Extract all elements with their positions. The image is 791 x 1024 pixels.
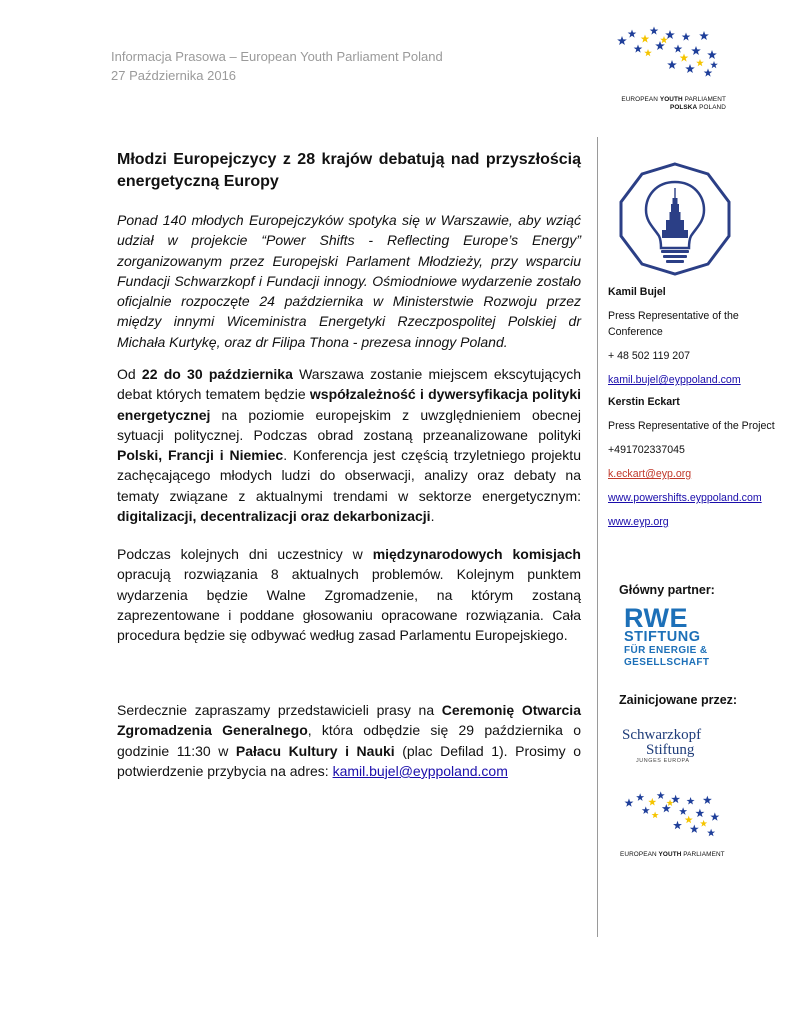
text-span: Podczas kolejnych dni uczestnicy w <box>117 546 373 562</box>
text-span: Od <box>117 366 142 382</box>
text-span: . <box>430 508 435 525</box>
contact-2-phone: +491702337045 <box>608 444 685 456</box>
body-paragraph-1 <box>117 364 581 526</box>
column-divider <box>597 137 598 937</box>
eyp-logo-word: EUROPEAN <box>620 851 659 858</box>
eyp-logo-country: POLAND <box>697 104 726 111</box>
text-span: . Konferencja jest częścią trzyletniego projektu zachęcającego młodych ludzi do obserwacji, analizy oraz debaty na tematy związane z aktualnymi trendami w sektorze energetycznym: <box>117 447 581 504</box>
eyp-stars-icon <box>612 25 732 89</box>
rsvp-email-link[interactable]: kamil.bujel@eyppoland.com <box>332 762 508 779</box>
bold-span: 22 do 30 października <box>141 366 293 382</box>
main-partner-label: Główny partner: <box>619 583 715 597</box>
eyp-logo-text <box>620 851 735 859</box>
contacts-block <box>608 284 783 530</box>
bold-span: Ceremonię Otwarcia Zgromadzenia Generalnego <box>117 702 581 739</box>
text-span: , która odbędzie się 29 października o godzinie 11:30 w <box>117 722 581 759</box>
contact-1-name: Kamil Bujel <box>608 286 666 298</box>
rwe-logo-line-2: STIFTUNG <box>624 629 701 645</box>
eyp-logo-word: PARLIAMENT <box>682 96 726 103</box>
eyp-logo-word-bold: YOUTH <box>658 851 682 858</box>
eyp-logo-country-bold: POLSKA <box>670 104 698 111</box>
initiated-by-label: Zainicjowane przez: <box>619 693 738 707</box>
rwe-logo-line-3: FÜR ENERGIE & <box>624 645 708 656</box>
contact-1-phone: + 48 502 119 207 <box>608 350 690 362</box>
text-span: Warszawa zostanie miejscem ekscytujących debat których tematem będzie <box>117 366 581 403</box>
schwarzkopf-logo <box>622 727 742 764</box>
text-span: opracują rozwiązania 8 aktualnych problemów. Kolejnym punktem wydarzenia będzie Walne Zgromadzenie, na którym zostaną zaprezentowane i poddane głosowaniu opracowane rozwiązania. Cała procedura będzie się odbywać według zasad Parlamentu Europejskiego. <box>117 566 581 644</box>
press-release-title: Młodzi Europejczycy z 28 krajów debatują nad przyszłością energetyczną Europy <box>117 151 581 190</box>
contact-2-name: Kerstin Eckart <box>608 396 680 408</box>
body-paragraph-3 <box>117 700 581 781</box>
schwarzkopf-logo-line-1: Schwarzkopf <box>622 727 702 743</box>
text-span: (plac Defilad 1). Prosimy o potwierdzenie przybycia na adres: <box>117 742 581 779</box>
contact-2-email-link[interactable]: k.eckart@eyp.org <box>608 468 692 480</box>
bold-span: digitalizacji, decentralizacji oraz dekarbonizacji <box>117 508 431 525</box>
bold-span: współzależność i dywersyfikacja polityki energetycznej <box>117 386 581 423</box>
energy-bulb-palace-icon <box>616 160 734 278</box>
contact-1-role: Press Representative of the Conference <box>608 310 739 338</box>
rwe-logo <box>624 603 714 668</box>
rwe-logo-line-1: RWE <box>624 603 689 633</box>
eyp-poland-logo <box>612 25 732 112</box>
document-header <box>111 47 443 85</box>
eyp-logo-text <box>612 96 732 112</box>
body-paragraph-2 <box>117 544 581 645</box>
text-span: Serdecznie zapraszamy przedstawicieli prasy na <box>117 702 442 718</box>
schwarzkopf-logo-line-3: JUNGES EUROPA <box>636 758 690 764</box>
header-line-1: Informacja Prasowa – European Youth Parliament Poland <box>111 49 443 64</box>
text-span: na poziomie europejskim z uwzględnieniem obecnej sytuacji politycznej. Podczas obrad zostaną przeanalizowane polityki <box>117 406 581 443</box>
powershifts-website-link[interactable]: www.powershifts.eyppoland.com <box>608 492 762 504</box>
eyp-logo-word-bold: YOUTH <box>659 96 683 103</box>
eyp-logo-word: PARLIAMENT <box>681 851 725 858</box>
rwe-logo-line-4: GESELLSCHAFT <box>624 656 710 668</box>
eyp-website-link[interactable]: www.eyp.org <box>608 516 669 528</box>
header-date: 27 Października 2016 <box>111 68 237 83</box>
bold-span: międzynarodowych komisjach <box>372 546 581 562</box>
energy-bulb-palace-logo <box>616 160 734 278</box>
eyp-logo-bottom <box>620 790 735 859</box>
lead-paragraph: Ponad 140 młodych Europejczyków spotyka się w Warszawie, aby wziąć udział w projekcie “Power Shifts - Reflecting Europe’s Energy” zorganizowanym przez Europejski Parlament Młodzieży, przy wsparciu Fundacji Schwarzkopf i Fundacji innogy. Ośmiodniowe wydarzenie zostało oficjalnie rozpoczęte 24 października w Ministerstwie Rozwoju przez między innymi Wiceministra Energetyki Rzeczpospolitej Polskiej dr Michała Kurtykę, oraz dr Filipa Thona - prezesa innogy Poland. <box>117 212 581 350</box>
bold-span: Polski, Francji i Niemiec <box>117 447 284 464</box>
schwarzkopf-logo-line-2: Stiftung <box>646 742 695 758</box>
eyp-logo-word: EUROPEAN <box>621 96 660 103</box>
contact-2-role: Press Representative of the Project <box>608 420 775 432</box>
bold-span: Pałacu Kultury i Nauki <box>235 742 395 759</box>
contact-1-email-link[interactable]: kamil.bujel@eyppoland.com <box>608 374 741 386</box>
eyp-stars-icon <box>620 790 735 846</box>
